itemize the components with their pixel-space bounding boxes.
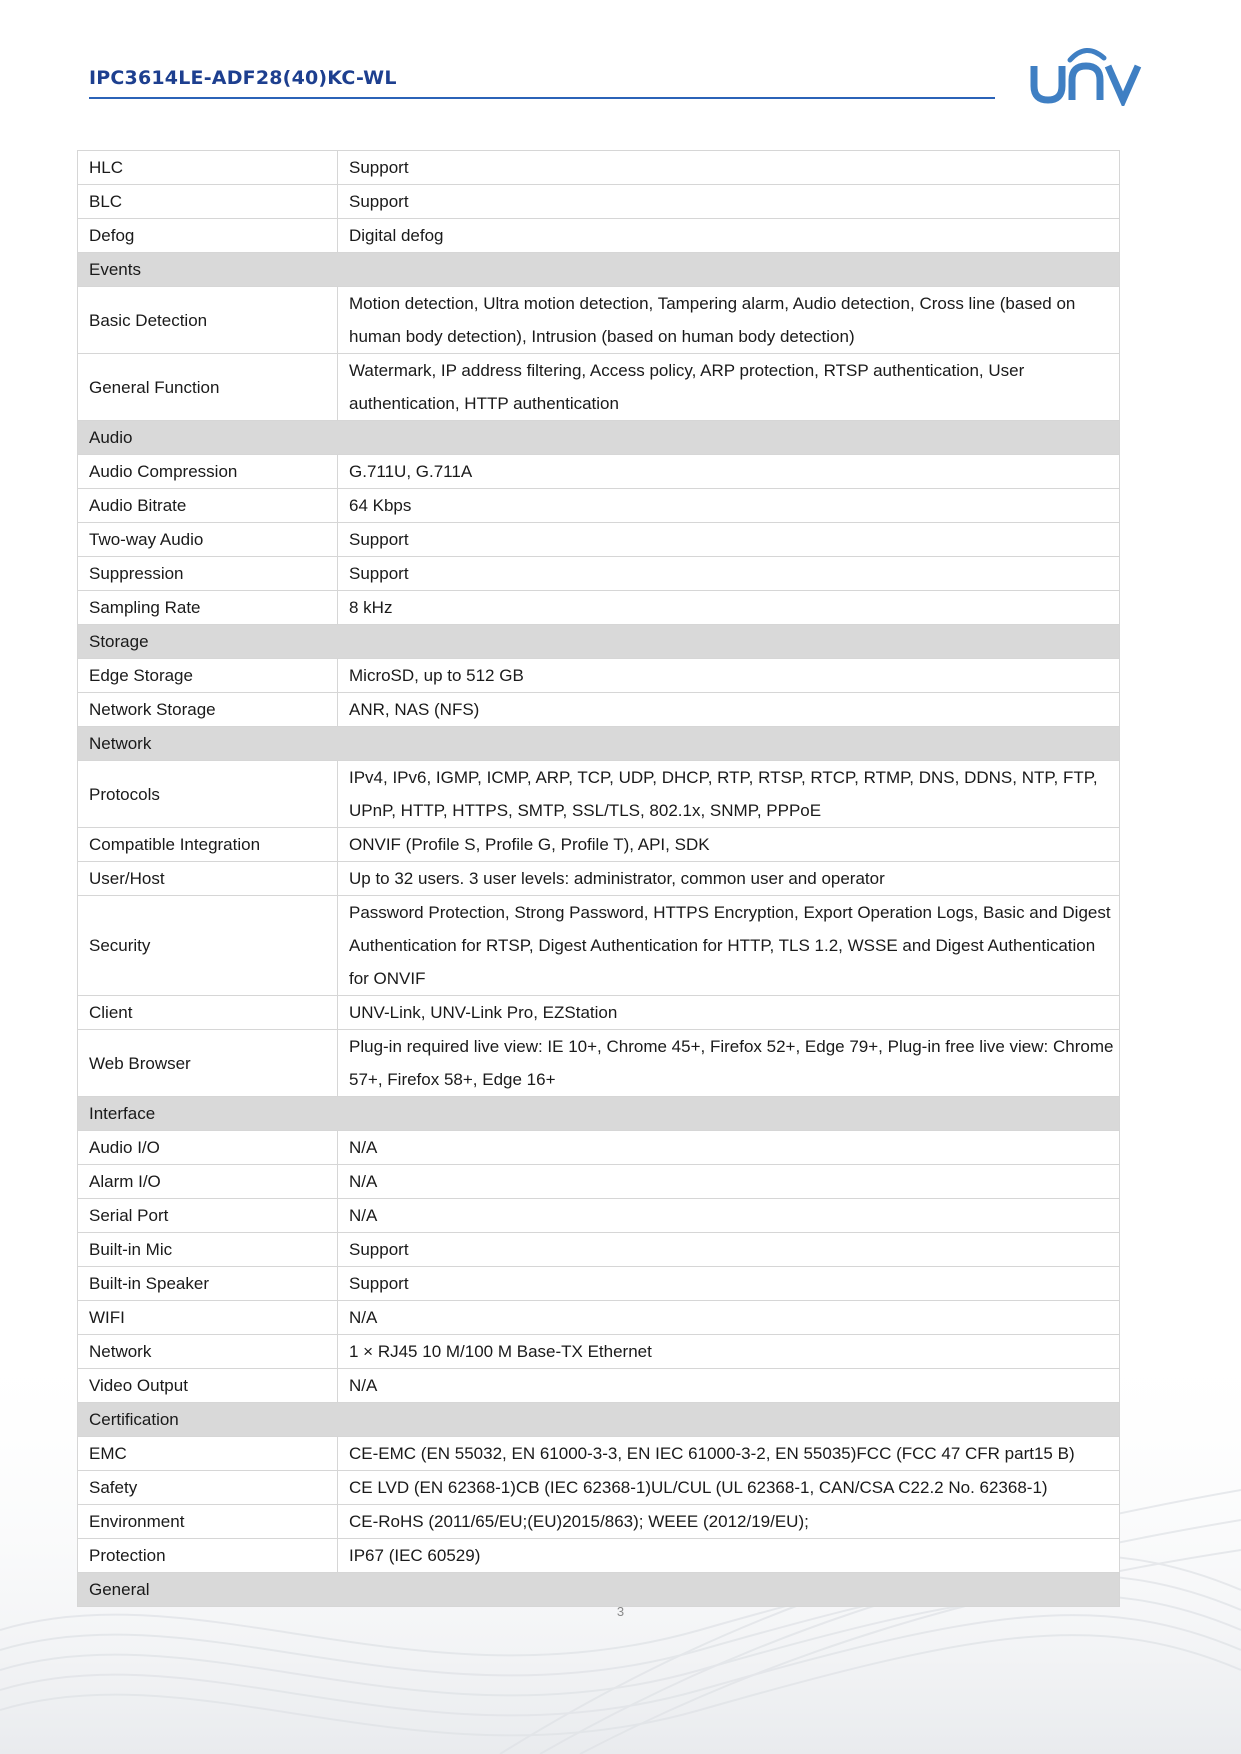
section-title: Network — [78, 727, 1120, 761]
spec-row — [78, 455, 1120, 489]
section-title: Storage — [78, 625, 1120, 659]
spec-label: Built-in Mic — [78, 1233, 338, 1267]
spec-row — [78, 1539, 1120, 1573]
spec-label: Safety — [78, 1471, 338, 1505]
spec-row — [78, 828, 1120, 862]
spec-row — [78, 1267, 1120, 1301]
spec-label: Suppression — [78, 557, 338, 591]
spec-value: IP67 (IEC 60529) — [338, 1539, 1120, 1573]
specification-table — [77, 150, 1120, 1607]
spec-value: ONVIF (Profile S, Profile G, Profile T), API, SDK — [338, 828, 1120, 862]
spec-label: Network Storage — [78, 693, 338, 727]
spec-label: Network — [78, 1335, 338, 1369]
document-title: IPC3614LE-ADF28(40)KC-WL — [89, 67, 397, 89]
spec-value: ANR, NAS (NFS) — [338, 693, 1120, 727]
spec-value: Password Protection, Strong Password, HTTPS Encryption, Export Operation Logs, Basic and Digest Authentication for RTSP, Digest Authentication for HTTP, TLS 1.2, WSSE and Digest Authentication for ONVIF — [338, 896, 1120, 996]
spec-value: UNV-Link, UNV-Link Pro, EZStation — [338, 996, 1120, 1030]
section-title: Events — [78, 253, 1120, 287]
spec-label: Audio Bitrate — [78, 489, 338, 523]
spec-value: Watermark, IP address filtering, Access policy, ARP protection, RTSP authentication, User authentication, HTTP authentication — [338, 354, 1120, 421]
spec-row — [78, 523, 1120, 557]
spec-row — [78, 591, 1120, 625]
spec-label: Protocols — [78, 761, 338, 828]
section-header-row — [78, 1403, 1120, 1437]
spec-value: Support — [338, 1233, 1120, 1267]
spec-row — [78, 1131, 1120, 1165]
spec-value: Motion detection, Ultra motion detection, Tampering alarm, Audio detection, Cross line (based on human body detection), Intrusion (based on human body detection) — [338, 287, 1120, 354]
spec-value: 8 kHz — [338, 591, 1120, 625]
spec-value: CE-EMC (EN 55032, EN 61000-3-3, EN IEC 61000-3-2, EN 55035)FCC (FCC 47 CFR part15 B) — [338, 1437, 1120, 1471]
spec-label: Client — [78, 996, 338, 1030]
spec-label: Protection — [78, 1539, 338, 1573]
spec-value: MicroSD, up to 512 GB — [338, 659, 1120, 693]
section-title: General — [78, 1573, 1120, 1607]
spec-value: Support — [338, 151, 1120, 185]
spec-value: Support — [338, 1267, 1120, 1301]
spec-value: Support — [338, 523, 1120, 557]
spec-value: CE-RoHS (2011/65/EU;(EU)2015/863); WEEE (2012/19/EU); — [338, 1505, 1120, 1539]
spec-value: 64 Kbps — [338, 489, 1120, 523]
spec-label: Built-in Speaker — [78, 1267, 338, 1301]
spec-row — [78, 557, 1120, 591]
spec-label: EMC — [78, 1437, 338, 1471]
spec-label: Audio Compression — [78, 455, 338, 489]
spec-label: Compatible Integration — [78, 828, 338, 862]
page-number: 3 — [616, 1604, 625, 1619]
spec-label: Video Output — [78, 1369, 338, 1403]
spec-row — [78, 1505, 1120, 1539]
spec-label: Audio I/O — [78, 1131, 338, 1165]
spec-label: Serial Port — [78, 1199, 338, 1233]
spec-value: Support — [338, 557, 1120, 591]
spec-label: Two-way Audio — [78, 523, 338, 557]
spec-label: User/Host — [78, 862, 338, 896]
spec-row — [78, 1437, 1120, 1471]
spec-row — [78, 693, 1120, 727]
spec-value: N/A — [338, 1301, 1120, 1335]
spec-label: Defog — [78, 219, 338, 253]
section-header-row — [78, 625, 1120, 659]
spec-value: IPv4, IPv6, IGMP, ICMP, ARP, TCP, UDP, DHCP, RTP, RTSP, RTCP, RTMP, DNS, DDNS, NTP, FTP, UPnP, HTTP, HTTPS, SMTP, SSL/TLS, 802.1x, SNMP, PPPoE — [338, 761, 1120, 828]
spec-row — [78, 1471, 1120, 1505]
header-divider — [89, 97, 995, 99]
spec-row — [78, 1369, 1120, 1403]
spec-label: Security — [78, 896, 338, 996]
spec-row — [78, 1165, 1120, 1199]
spec-label: Alarm I/O — [78, 1165, 338, 1199]
spec-row — [78, 761, 1120, 828]
spec-row — [78, 996, 1120, 1030]
spec-row — [78, 354, 1120, 421]
spec-value: N/A — [338, 1199, 1120, 1233]
section-title: Certification — [78, 1403, 1120, 1437]
spec-row — [78, 1030, 1120, 1097]
spec-row — [78, 1301, 1120, 1335]
section-header-row — [78, 727, 1120, 761]
spec-value: CE LVD (EN 62368-1)CB (IEC 62368-1)UL/CUL (UL 62368-1, CAN/CSA C22.2 No. 62368-1) — [338, 1471, 1120, 1505]
spec-row — [78, 659, 1120, 693]
spec-row — [78, 287, 1120, 354]
spec-value: N/A — [338, 1369, 1120, 1403]
spec-value: 1 × RJ45 10 M/100 M Base-TX Ethernet — [338, 1335, 1120, 1369]
section-header-row — [78, 1097, 1120, 1131]
spec-row — [78, 1335, 1120, 1369]
spec-row — [78, 862, 1120, 896]
spec-label: General Function — [78, 354, 338, 421]
section-title: Audio — [78, 421, 1120, 455]
spec-row — [78, 151, 1120, 185]
spec-value: N/A — [338, 1165, 1120, 1199]
spec-row — [78, 896, 1120, 996]
spec-label: Sampling Rate — [78, 591, 338, 625]
spec-row — [78, 1199, 1120, 1233]
spec-label: Basic Detection — [78, 287, 338, 354]
spec-value: N/A — [338, 1131, 1120, 1165]
spec-value: Support — [338, 185, 1120, 219]
spec-value: Up to 32 users. 3 user levels: administrator, common user and operator — [338, 862, 1120, 896]
section-header-row — [78, 253, 1120, 287]
spec-label: WIFI — [78, 1301, 338, 1335]
spec-label: Edge Storage — [78, 659, 338, 693]
spec-value: G.711U, G.711A — [338, 455, 1120, 489]
spec-row — [78, 489, 1120, 523]
section-header-row — [78, 1573, 1120, 1607]
spec-row — [78, 219, 1120, 253]
spec-row — [78, 1233, 1120, 1267]
spec-label: HLC — [78, 151, 338, 185]
spec-value: Digital defog — [338, 219, 1120, 253]
spec-value: Plug-in required live view: IE 10+, Chrome 45+, Firefox 52+, Edge 79+, Plug-in free live view: Chrome 57+, Firefox 58+, Edge 16+ — [338, 1030, 1120, 1097]
spec-label: BLC — [78, 185, 338, 219]
spec-row — [78, 185, 1120, 219]
spec-label: Web Browser — [78, 1030, 338, 1097]
section-header-row — [78, 421, 1120, 455]
spec-label: Environment — [78, 1505, 338, 1539]
unv-logo — [1028, 44, 1148, 106]
section-title: Interface — [78, 1097, 1120, 1131]
